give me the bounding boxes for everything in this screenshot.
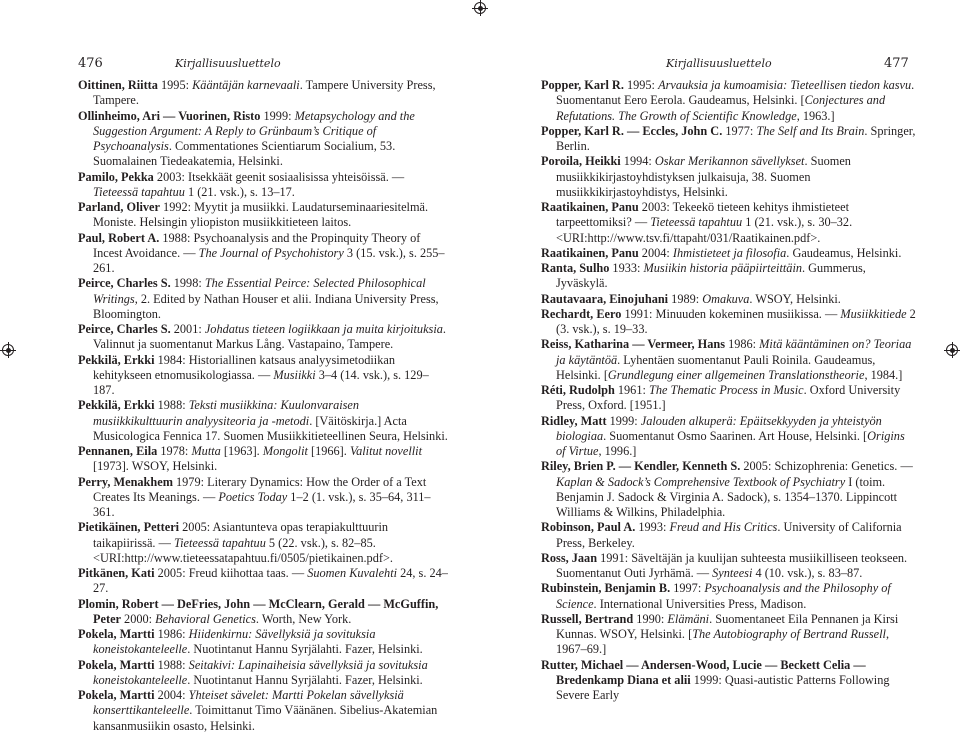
bibliography-entry: Pokela, Martti 1988: Seitakivi: Lapinaiheisia sävellyksiä ja sovituksia koneistokanteleelle. Nuotintanut Hannu Syrjälahti. Fazer, Helsinki. <box>78 657 428 687</box>
bibliography-entry: Ollinheimo, Ari — Vuorinen, Risto 1999: Metapsychology and the Suggestion Argument: A Reply to Grünbaum’s Critique of Psychoanalysis. Commentationes Scientiarum Socialium, 53. Suomalainen Tiedeakatemia, Helsinki. <box>78 108 415 169</box>
entry-author: Popper, Karl R. <box>541 78 624 92</box>
bibliography-entry: Réti, Rudolph 1961: The Thematic Process in Music. Oxford University Press, Oxford. [1951.] <box>541 383 901 413</box>
entry-author: Riley, Brien P. — Kendler, Kenneth S. <box>541 459 741 474</box>
entry-title: Hiidenkirnu: Sävellyksiä ja sovituksia koneistokanteleelle <box>93 627 376 657</box>
entry-author: Russell, Bertrand <box>541 611 634 626</box>
entry-author: Pamilo, Pekka <box>78 169 154 184</box>
entry-author: Reiss, Katharina — Vermeer, Hans <box>541 337 725 352</box>
entry-author: Raatikainen, Panu <box>541 200 639 214</box>
entry-author: Pokela, Martti <box>78 657 155 672</box>
entry-title: The Journal of Psychohistory <box>198 245 344 260</box>
entry-author: Pietikäinen, Petteri <box>78 520 180 535</box>
entry-title: Yhteiset sävelet: Martti Pokelan sävellyksiä konserttikanteleelle <box>93 688 404 718</box>
bibliography-entry: Pietikäinen, Petteri 2005: Asiantunteva opas terapiakulttuurin taikapiirissä. — Tieteessä tapahtuu 5 (22. vsk.), s. 82–85. <URI:http://www.tieteessatapahtuu.fi/0505/pietikainen.pdf>. <box>78 520 393 565</box>
bibliography-entry: Perry, Menakhem 1979: Literary Dynamics: How the Order of a Text Creates Its Meanings. — Poetics Today 1–2 (1. vsk.), s. 35–64, 311–361. <box>78 474 431 519</box>
entry-title: Teksti musiikkina: Kuulonvaraisen musiikkikulttuurin analyysiteoria ja -metodi <box>93 398 360 428</box>
entry-author: Réti, Rudolph <box>541 383 615 397</box>
entry-title: Origins of Virtue <box>556 428 905 458</box>
running-title: Kirjallisuusluettelo <box>666 57 772 70</box>
bibliography-entry: Pennanen, Eila 1978: Mutta [1963]. Mongolit [1966]. Valitut novellit [1973]. WSOY, Helsinki. <box>78 444 423 474</box>
entry-title: Suomen Kuvalehti <box>307 566 398 580</box>
entry-title: The Self and Its Brain <box>756 123 865 138</box>
bibliography-entry: Pamilo, Pekka 2003: Itsekkäät geenit sosiaalisissa yhteisöissä. — Tieteessä tapahtuu 1 (21. vsk.), s. 13–17. <box>78 169 405 199</box>
bibliography-entry: Rechardt, Eero 1991: Minuuden kokeminen musiikissa. — Musiikkitiede 2 (3. vsk.), s. 19–33. <box>541 306 916 336</box>
bibliography-entry: Pokela, Martti 2004: Yhteiset sävelet: Martti Pokelan sävellyksiä konserttikanteleelle. Toimittanut Timo Väänänen. Sibelius-Akatemian kansanmusiikin osasto, Helsinki. <box>78 688 438 733</box>
entry-author: Rautavaara, Einojuhani <box>541 291 669 306</box>
bibliography-entry: Rautavaara, Einojuhani 1989: Omakuva. WSOY, Helsinki. <box>541 291 841 306</box>
entry-author: Parland, Oliver <box>78 200 160 214</box>
bibliography-entry: Parland, Oliver 1992: Myytit ja musiikki. Laudaturseminaariesitelmä. Moniste. Helsingin yliopiston musiikkitieteen laitos. <box>78 200 429 230</box>
bibliography-entry: Plomin, Robert — DeFries, John — McClearn, Gerald — McGuffin, Peter 2000: Behavioral Genetics. Worth, New York. <box>78 596 439 626</box>
bibliography-entry: Popper, Karl R. — Eccles, John C. 1977: The Self and Its Brain. Springer, Berlin. <box>541 123 916 153</box>
entry-author: Oittinen, Riitta <box>78 78 158 92</box>
bibliography-entry: Peirce, Charles S. 2001: Johdatus tieteen logiikkaan ja muita kirjoituksia. Valinnut ja suomentanut Markus Lång. Vastapaino, Tampere. <box>78 322 446 352</box>
uri-label: URI <box>562 230 585 245</box>
entry-title: Seitakivi: Lapinaiheisia sävellyksiä ja sovituksia koneistokanteleelle <box>93 657 428 687</box>
bibliography-entry: Robinson, Paul A. 1993: Freud and His Critics. University of California Press, Berkeley. <box>541 520 902 550</box>
entry-title: Behavioral Genetics <box>155 611 256 626</box>
entry-title: Ihmistieteet ja filosofia <box>672 245 787 260</box>
bibliography-entry: Pekkilä, Erkki 1988: Teksti musiikkina: Kuulonvaraisen musiikkikulttuurin analyysiteoria ja -metodi. [Väitöskirja.] Acta Musicologica Fennica 17. Suomen Musiikkitieteellinen Seura, Helsinki. <box>78 398 448 443</box>
page-number: 477 <box>884 56 909 71</box>
bibliography-column-right <box>541 78 916 703</box>
bibliography-entry: Russell, Bertrand 1990: Elämäni. Suomentaneet Eila Pennanen ja Kirsi Kunnas. WSOY, Helsinki. [The Autobiography of Bertrand Russell, 1967–69.] <box>541 611 899 657</box>
entry-author: Pennanen, Eila <box>78 444 158 458</box>
bibliography-entry: Reiss, Katharina — Vermeer, Hans 1986: Mitä kääntäminen on? Teoriaa ja käytäntöä. Lyhentäen suomentanut Pauli Roinila. Gaudeamus, Helsinki. [Grundlegung einer allgemeinen Translationstheorie, 1984.] <box>541 337 912 382</box>
entry-title: Musiikin historia pääpiirteittäin <box>643 261 803 275</box>
entry-title: Tieteessä tapahtuu <box>93 184 185 199</box>
bibliography-entry: Rubinstein, Benjamin B. 1997: Psychoanalysis and the Philosophy of Science. International Universities Press, Madison. <box>541 581 891 611</box>
bibliography-entry: Rutter, Michael — Andersen-Wood, Lucie — Beckett Celia — Bredenkamp Diana et alii 1999: Quasi-autistic Patterns Following Severe Early <box>541 657 890 702</box>
entry-title: Freud and His Critics <box>669 520 778 535</box>
entry-title: The Essential Peirce: Selected Philosophical Writings <box>93 276 426 306</box>
bibliography-entry: Pekkilä, Erkki 1984: Historiallinen katsaus analyysimetodiikan kehitykseen etnomusikologiassa. — Musiikki 3–4 (14. vsk.), s. 129–187. <box>78 352 429 397</box>
bibliography-entry: Raatikainen, Panu 2003: Tekeekö tieteen kehitys ihmistieteet tarpeettomiksi? — Tieteessä tapahtuu 1 (21. vsk.), s. 30–32. <URI:http://www.tsv.fi/ttapaht/031/Raatikainen.pdf>. <box>541 200 853 245</box>
entry-title: Musiikki <box>273 367 316 382</box>
entry-title: Grundlegung einer allgemeinen Translationstheorie <box>607 367 865 382</box>
entry-author: Pekkilä, Erkki <box>78 398 155 413</box>
entry-title: Omakuva <box>702 291 750 306</box>
entry-title: Psychoanalysis and the Philosophy of Science <box>556 581 891 611</box>
entry-title: Kaplan & Sadock’s Comprehensive Textbook of Psychiatry <box>556 474 846 489</box>
entry-title: Metapsychology and the Suggestion Argument: A Reply to Grünbaum’s Critique of Psychoanalysis <box>93 108 415 153</box>
entry-title: Musiikkitiede <box>840 306 907 321</box>
entry-author: Peirce, Charles S. <box>78 322 171 336</box>
bibliography-entry: Popper, Karl R. 1995: Arvauksia ja kumoamisia: Tieteellisen tiedon kasvu. Suomentanut Eero Eerola. Gaudeamus, Helsinki. [Conjectures and Refutations. The Growth of Scientific Knowledge, 1963.] <box>541 78 915 123</box>
bibliography-entry: Pitkänen, Kati 2005: Freud kiihottaa taas. — Suomen Kuvalehti 24, s. 24–27. <box>78 566 448 596</box>
bibliography-entry: Ross, Jaan 1991: Säveltäjän ja kuulijan suhteesta musiikilliseen teokseen. Suomentanut Outi Jyrhämä. — Synteesi 4 (10. vsk.), s. 83–87. <box>541 550 908 580</box>
entry-title: Johdatus tieteen logiikkaan ja muita kirjoituksia <box>204 322 443 336</box>
bibliography-entry: Riley, Brien P. — Kendler, Kenneth S. 2005: Schizophrenia: Genetics. — Kaplan & Sadock’s Comprehensive Textbook of Psychiatry I (toim. Benjamin J. Sadock & Virginia A. Sadock), s. 1354–1370. Lippincott Williams & Wilkins, Philadelphia. <box>541 459 913 519</box>
entry-author: Pitkänen, Kati <box>78 566 155 580</box>
bibliography-entry: Ridley, Matt 1999: Jalouden alkuperä: Epäitsekkyyden ja yhteistyön biologiaa. Suomentanut Osmo Saarinen. Art House, Helsinki. [Origins of Virtue, 1996.] <box>541 413 905 458</box>
entry-author: Ranta, Sulho <box>541 261 610 275</box>
bibliography-entry: Pokela, Martti 1986: Hiidenkirnu: Sävellyksiä ja sovituksia koneistokanteleelle. Nuotintanut Hannu Syrjälahti. Fazer, Helsinki. <box>78 627 423 657</box>
entry-title: Conjectures and Refutations. The Growth of Scientific Knowledge <box>556 93 886 123</box>
entry-title: Tieteessä tapahtuu <box>650 215 743 230</box>
entry-title: Mongolit <box>262 444 308 458</box>
entry-title: The Autobiography of Bertrand Russell <box>692 627 886 641</box>
bibliography-entry: Peirce, Charles S. 1998: The Essential Peirce: Selected Philosophical Writings, 2. Edited by Nathan Houser et alii. Indiana University Press, Bloomington. <box>78 276 439 321</box>
entry-title: Tieteessä tapahtuu <box>173 535 266 550</box>
bibliography-entry: Oittinen, Riitta 1995: Kääntäjän karnevaali. Tampere University Press, Tampere. <box>78 78 436 108</box>
left-page <box>0 0 480 733</box>
entry-author: Ridley, Matt <box>541 413 607 428</box>
entry-title: Poetics Today <box>218 489 288 504</box>
entry-author: Peirce, Charles S. <box>78 276 171 291</box>
bibliography-entry: Paul, Robert A. 1988: Psychoanalysis and the Propinquity Theory of Incest Avoidance. — The Journal of Psychohistory 3 (15. vsk.), s. 255–261. <box>78 230 445 275</box>
entry-author: Pokela, Martti <box>78 627 155 641</box>
entry-title: Kääntäjän karnevaali <box>192 78 300 92</box>
bibliography-column-left <box>78 78 448 734</box>
entry-title: Elämäni <box>667 611 710 626</box>
entry-title: Mitä kääntäminen on? Teoriaa ja käytäntöä <box>556 337 912 367</box>
running-title: Kirjallisuusluettelo <box>175 57 281 70</box>
entry-author: Rutter, Michael — Andersen-Wood, Lucie — Beckett Celia — Bredenkamp Diana et alii <box>541 657 866 687</box>
entry-title: Mutta <box>191 444 221 458</box>
bibliography-entry: Ranta, Sulho 1933: Musiikin historia pääpiirteittäin. Gummerus, Jyväskylä. <box>541 261 866 291</box>
entry-title: Oskar Merikannon sävellykset <box>654 154 805 169</box>
entry-title: Synteesi <box>712 566 753 580</box>
entry-author: Plomin, Robert — DeFries, John — McClearn, Gerald — McGuffin, Peter <box>78 596 439 626</box>
entry-author: Rubinstein, Benjamin B. <box>541 581 671 596</box>
entry-title: The Thematic Process in Music <box>648 383 804 397</box>
bibliography-entry: Poroila, Heikki 1994: Oskar Merikannon sävellykset. Suomen musiikkikirjastoyhdistyksen julkaisuja, 38. Suomen musiikkikirjastoyhdistys, Helsinki. <box>541 154 851 199</box>
entry-author: Perry, Menakhem <box>78 474 173 489</box>
entry-author: Poroila, Heikki <box>541 154 621 169</box>
right-page <box>480 0 960 702</box>
entry-author: Raatikainen, Panu <box>541 245 639 260</box>
entry-author: Pokela, Martti <box>78 688 155 702</box>
entry-title: Jalouden alkuperä: Epäitsekkyyden ja yhteistyön biologiaa <box>556 413 882 443</box>
uri-label: URI <box>99 550 122 565</box>
entry-author: Paul, Robert A. <box>78 230 160 245</box>
entry-title: Valitut novellit <box>349 444 423 458</box>
entry-author: Pekkilä, Erkki <box>78 352 155 367</box>
entry-title: Arvauksia ja kumoamisia: Tieteellisen tiedon kasvu <box>658 78 912 92</box>
entry-author: Ross, Jaan <box>541 550 598 565</box>
entry-author: Ollinheimo, Ari — Vuorinen, Risto <box>78 108 261 123</box>
entry-author: Popper, Karl R. — Eccles, John C. <box>541 123 723 138</box>
entry-author: Robinson, Paul A. <box>541 520 636 535</box>
page-number: 476 <box>78 56 103 71</box>
bibliography-entry: Raatikainen, Panu 2004: Ihmistieteet ja filosofia. Gaudeamus, Helsinki. <box>541 245 902 260</box>
entry-author: Rechardt, Eero <box>541 306 622 321</box>
